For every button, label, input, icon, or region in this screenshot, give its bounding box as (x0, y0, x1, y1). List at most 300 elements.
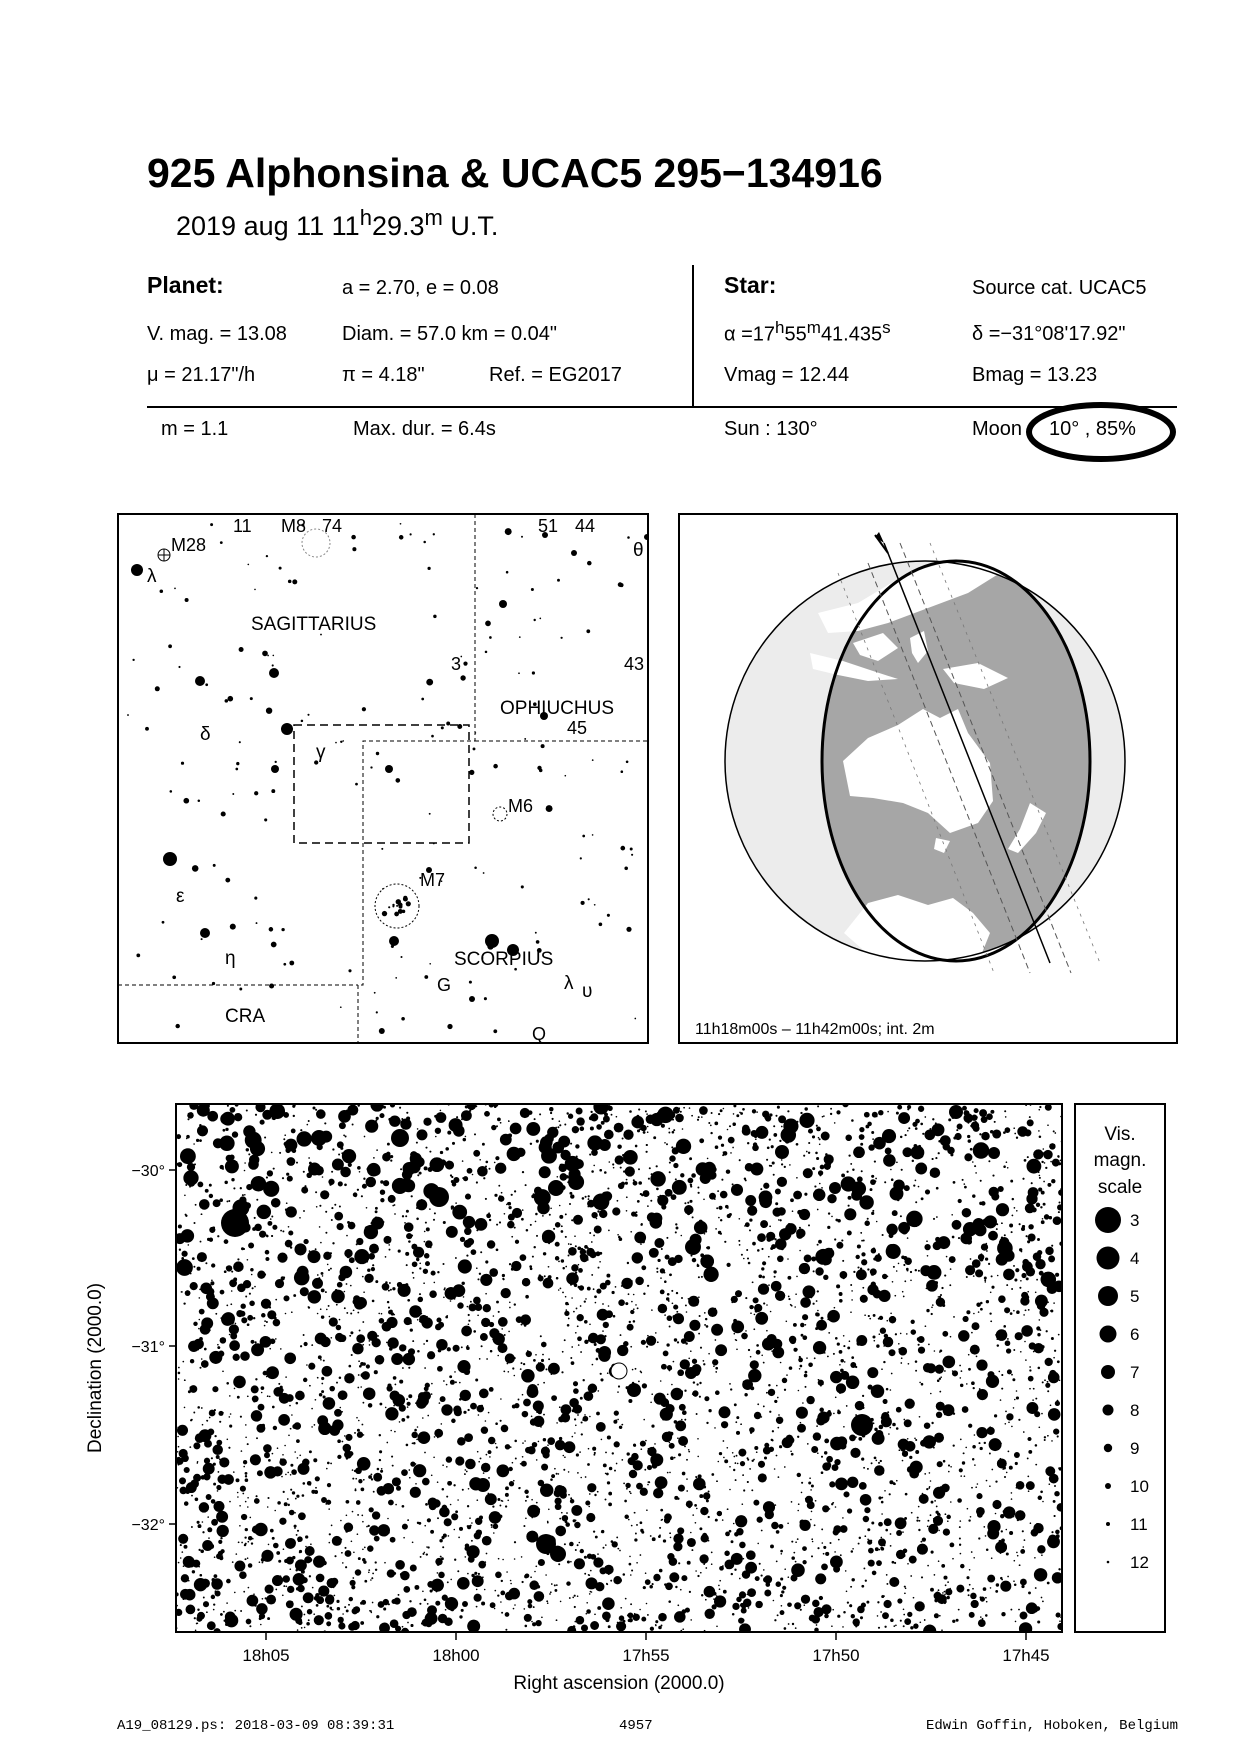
field-star (734, 1403, 737, 1406)
finder-star (271, 789, 275, 793)
field-star (631, 1525, 633, 1527)
finder-star (145, 727, 149, 731)
field-star (386, 1442, 388, 1444)
finder-star (426, 679, 433, 686)
field-star (261, 1386, 265, 1390)
field-star (589, 1593, 591, 1595)
field-star (617, 1345, 628, 1356)
field-star (294, 1451, 296, 1453)
field-star (243, 1125, 255, 1137)
field-star (763, 1183, 769, 1189)
field-star (371, 1267, 375, 1271)
field-star (981, 1201, 985, 1205)
field-star (723, 1457, 725, 1459)
field-star (344, 1435, 346, 1437)
field-star (569, 1203, 571, 1205)
field-star (454, 1371, 456, 1373)
field-star (823, 1553, 825, 1555)
field-star (693, 1478, 706, 1491)
field-star (387, 1143, 390, 1146)
field-star (715, 1145, 719, 1149)
field-star (220, 1165, 224, 1169)
field-star (284, 1142, 288, 1146)
field-star (1050, 1404, 1052, 1406)
field-star (715, 1344, 727, 1356)
field-star (875, 1547, 879, 1551)
field-star (454, 1559, 456, 1561)
finder-star (342, 740, 344, 742)
field-star (358, 1557, 361, 1560)
field-star (994, 1121, 996, 1123)
field-star (930, 1480, 932, 1482)
field-star (872, 1112, 878, 1118)
field-star (913, 1184, 915, 1186)
field-star (1057, 1623, 1064, 1630)
field-star (918, 1145, 921, 1148)
field-star (535, 1213, 538, 1216)
field-star (847, 1477, 858, 1488)
field-star (246, 1184, 252, 1190)
field-star (350, 1285, 352, 1287)
field-star (324, 1122, 326, 1124)
field-star (708, 1491, 710, 1493)
field-star (867, 1284, 878, 1295)
field-star (468, 1320, 470, 1322)
field-star (267, 1506, 269, 1508)
field-star (566, 1581, 570, 1585)
field-star (847, 1231, 852, 1236)
field-star (547, 1444, 549, 1446)
field-star (579, 1542, 581, 1544)
field-star (227, 1439, 229, 1441)
field-star (214, 1140, 216, 1142)
field-star (409, 1477, 411, 1479)
field-star (402, 1524, 408, 1530)
field-star (990, 1130, 994, 1134)
field-star (463, 1411, 466, 1414)
field-star (410, 1565, 417, 1572)
field-star (805, 1371, 808, 1374)
field-star (485, 1493, 497, 1505)
field-star (769, 1411, 771, 1413)
field-star (800, 1365, 803, 1368)
field-star (247, 1557, 249, 1559)
field-star (988, 1371, 995, 1378)
field-star (1028, 1450, 1032, 1454)
field-star (247, 1541, 249, 1543)
field-star (762, 1338, 775, 1351)
field-star (755, 1312, 768, 1325)
field-star (625, 1483, 630, 1488)
field-star (458, 1259, 472, 1273)
field-star (887, 1276, 889, 1278)
field-star (596, 1289, 601, 1294)
field-star (337, 1439, 341, 1443)
field-star (303, 1592, 314, 1603)
field-star (931, 1313, 933, 1315)
field-star (650, 1535, 652, 1537)
field-star (422, 1591, 424, 1593)
field-star (587, 1463, 590, 1466)
field-star (672, 1147, 679, 1154)
field-star (750, 1360, 759, 1369)
field-star (358, 1479, 362, 1483)
field-star (379, 1318, 385, 1324)
field-star (960, 1377, 962, 1379)
field-star (902, 1460, 904, 1462)
field-star (698, 1192, 700, 1194)
field-star (892, 1281, 894, 1283)
field-star (283, 1138, 285, 1140)
finder-star (469, 770, 474, 775)
field-star (451, 1419, 456, 1424)
field-star (343, 1444, 352, 1453)
field-star (580, 1397, 583, 1400)
field-star (811, 1555, 813, 1557)
field-star (930, 1514, 932, 1516)
field-star (348, 1152, 350, 1154)
field-star (918, 1336, 925, 1343)
field-star (855, 1401, 864, 1410)
field-star (482, 1536, 492, 1546)
field-star (896, 1112, 899, 1115)
label-q: Q (532, 1024, 547, 1044)
field-star (427, 1605, 437, 1615)
field-star (202, 1540, 213, 1551)
field-star (216, 1485, 221, 1490)
field-star (576, 1108, 583, 1115)
finder-star (254, 897, 257, 900)
field-star (599, 1139, 611, 1151)
field-star (600, 1373, 602, 1375)
field-star (416, 1218, 419, 1221)
label-g: G (437, 975, 452, 995)
field-star (781, 1590, 784, 1593)
finder-star (275, 761, 277, 763)
field-star (646, 1336, 656, 1346)
label-74: 74 (322, 516, 343, 536)
field-star (939, 1378, 941, 1380)
field-star (322, 1275, 324, 1277)
field-star (640, 1521, 643, 1524)
field-star (874, 1340, 876, 1342)
field-star (948, 1471, 950, 1473)
field-star (653, 1136, 656, 1139)
field-star (315, 1191, 317, 1193)
field-star (308, 1363, 315, 1370)
field-star (278, 1383, 280, 1385)
field-star (411, 1195, 413, 1197)
event-magnitude-drop: m = 1.1 (161, 418, 229, 440)
field-star (184, 1545, 188, 1549)
field-star (798, 1503, 800, 1505)
field-star (340, 1407, 342, 1409)
field-star (328, 1269, 330, 1271)
field-star (881, 1368, 883, 1370)
label-theta-oph: θ (633, 540, 644, 561)
field-star (596, 1124, 602, 1130)
field-star (443, 1289, 445, 1291)
field-star (787, 1276, 791, 1280)
m7-member (382, 911, 387, 916)
field-star (221, 1479, 223, 1481)
field-star (505, 1493, 509, 1497)
field-star (882, 1234, 884, 1236)
field-star (758, 1283, 769, 1294)
field-star (501, 1580, 503, 1582)
field-star (481, 1318, 490, 1327)
field-star (367, 1545, 373, 1551)
field-star (510, 1583, 512, 1585)
field-star (574, 1606, 576, 1608)
field-star (671, 1388, 683, 1400)
field-star (968, 1594, 970, 1596)
field-star (810, 1489, 812, 1491)
finder-star (626, 760, 629, 763)
field-star (905, 1588, 907, 1590)
field-star (217, 1344, 219, 1346)
field-star (272, 1537, 275, 1540)
field-star (352, 1511, 354, 1513)
field-star (904, 1592, 906, 1594)
field-star (736, 1416, 739, 1419)
field-star (801, 1334, 804, 1337)
field-star (568, 1471, 570, 1473)
field-star (1048, 1534, 1057, 1543)
field-star (672, 1315, 676, 1319)
field-star (287, 1586, 294, 1593)
field-star (692, 1514, 694, 1516)
field-star (649, 1585, 653, 1589)
field-star (927, 1255, 929, 1257)
field-star (984, 1277, 987, 1280)
field-star (401, 1628, 409, 1636)
field-star (889, 1493, 891, 1495)
field-star (312, 1587, 314, 1589)
field-star (965, 1265, 975, 1275)
field-star (985, 1257, 988, 1260)
field-star (812, 1600, 819, 1607)
m7-member (392, 904, 394, 906)
field-star (247, 1395, 249, 1397)
field-star (430, 1247, 432, 1249)
field-star (334, 1204, 336, 1206)
field-star (473, 1330, 476, 1333)
field-star (406, 1210, 409, 1213)
field-star (510, 1580, 512, 1582)
field-star (351, 1354, 353, 1356)
field-star (269, 1338, 271, 1340)
field-star (889, 1427, 891, 1429)
field-star (292, 1491, 295, 1494)
field-star (619, 1550, 621, 1552)
field-star (554, 1589, 557, 1592)
field-star (834, 1238, 836, 1240)
field-star (266, 1595, 276, 1605)
field-star (655, 1620, 658, 1623)
field-star (446, 1384, 448, 1386)
field-star (216, 1440, 222, 1446)
field-star (230, 1107, 236, 1113)
field-star (564, 1456, 566, 1458)
field-star (275, 1299, 277, 1301)
field-star (268, 1459, 271, 1462)
field-star (634, 1613, 636, 1615)
field-star (403, 1537, 405, 1539)
field-star (1045, 1358, 1053, 1366)
field-star (290, 1464, 293, 1467)
field-star (363, 1291, 365, 1293)
field-star (618, 1236, 621, 1239)
field-star (884, 1626, 886, 1628)
field-star (513, 1608, 515, 1610)
field-star (1048, 1255, 1055, 1262)
field-star (224, 1181, 227, 1184)
field-star (1060, 1526, 1064, 1530)
field-star (498, 1311, 500, 1313)
field-star (349, 1335, 351, 1337)
field-star (306, 1364, 308, 1366)
field-star (203, 1287, 207, 1291)
field-star (511, 1236, 513, 1238)
field-star (181, 1257, 184, 1260)
finder-star (401, 1017, 405, 1021)
field-star (569, 1544, 571, 1546)
field-star (628, 1399, 632, 1403)
field-star (645, 1579, 651, 1585)
field-star (186, 1605, 196, 1615)
field-star (607, 1372, 609, 1374)
field-star (901, 1227, 908, 1234)
field-star (701, 1116, 703, 1118)
field-star (878, 1627, 880, 1629)
field-star (1054, 1491, 1059, 1496)
field-star (864, 1507, 870, 1513)
field-star (357, 1533, 359, 1535)
field-star (467, 1505, 469, 1507)
field-star (476, 1499, 478, 1501)
field-star (305, 1546, 315, 1556)
field-star (777, 1397, 779, 1399)
finder-star (235, 768, 238, 771)
field-star (587, 1483, 596, 1492)
field-star (926, 1280, 938, 1292)
field-star (296, 1587, 300, 1591)
field-star (370, 1579, 372, 1581)
field-star (1031, 1207, 1036, 1212)
field-star (216, 1553, 222, 1559)
field-star (690, 1619, 692, 1621)
field-star (514, 1227, 516, 1229)
field-star (250, 1268, 254, 1272)
field-star (757, 1543, 759, 1545)
field-star (630, 1346, 632, 1348)
field-star (896, 1480, 898, 1482)
field-star (375, 1280, 378, 1283)
field-star (455, 1510, 458, 1513)
field-star (936, 1412, 942, 1418)
field-star (721, 1179, 723, 1181)
field-star (950, 1153, 953, 1156)
field-star (237, 1496, 239, 1498)
field-star (273, 1426, 277, 1430)
field-star (883, 1600, 891, 1608)
field-star (457, 1577, 470, 1590)
field-star (989, 1485, 991, 1487)
field-star (919, 1416, 921, 1418)
field-star (338, 1181, 343, 1186)
field-star (625, 1598, 627, 1600)
finder-star (557, 579, 560, 582)
field-star (599, 1252, 602, 1255)
field-star (358, 1360, 360, 1362)
finder-star (485, 651, 488, 654)
field-star (919, 1382, 921, 1384)
field-star (661, 1625, 663, 1627)
field-star (574, 1558, 585, 1569)
field-star (733, 1456, 735, 1458)
field-star (962, 1106, 967, 1111)
field-star (1007, 1369, 1012, 1374)
field-star (739, 1244, 741, 1246)
field-star (569, 1597, 571, 1599)
finder-star (489, 636, 492, 639)
field-star (437, 1271, 439, 1273)
field-star (687, 1538, 696, 1547)
field-star (570, 1499, 575, 1504)
field-star (919, 1520, 921, 1522)
field-star (795, 1541, 797, 1543)
field-star (383, 1236, 391, 1244)
field-star (426, 1316, 428, 1318)
field-star (294, 1104, 296, 1106)
field-star (1042, 1218, 1044, 1220)
field-star (513, 1357, 515, 1359)
field-star (1003, 1510, 1006, 1513)
field-star (586, 1609, 591, 1614)
field-star (594, 1295, 597, 1298)
field-star (511, 1194, 513, 1196)
field-star (244, 1162, 246, 1164)
field-star (772, 1161, 775, 1164)
field-star (344, 1291, 346, 1293)
field-star (866, 1601, 869, 1604)
field-star (829, 1481, 835, 1487)
field-star (195, 1630, 197, 1632)
field-star (526, 1495, 529, 1498)
table-divider-vertical (692, 265, 694, 407)
field-star (689, 1157, 692, 1160)
field-star (560, 1601, 562, 1603)
field-star (669, 1572, 679, 1582)
field-star (656, 1165, 658, 1167)
field-star (266, 1321, 268, 1323)
field-star (541, 1464, 548, 1471)
field-star (603, 1463, 607, 1467)
field-star (518, 1210, 520, 1212)
field-star (883, 1361, 885, 1363)
field-star (261, 1392, 263, 1394)
field-star (536, 1140, 539, 1143)
field-star (191, 1419, 193, 1421)
field-star (617, 1548, 619, 1550)
field-star (342, 1562, 344, 1564)
field-star (675, 1586, 677, 1588)
field-star (936, 1187, 939, 1190)
field-star (964, 1183, 966, 1185)
field-star (596, 1218, 598, 1220)
finder-frame (118, 514, 648, 1043)
